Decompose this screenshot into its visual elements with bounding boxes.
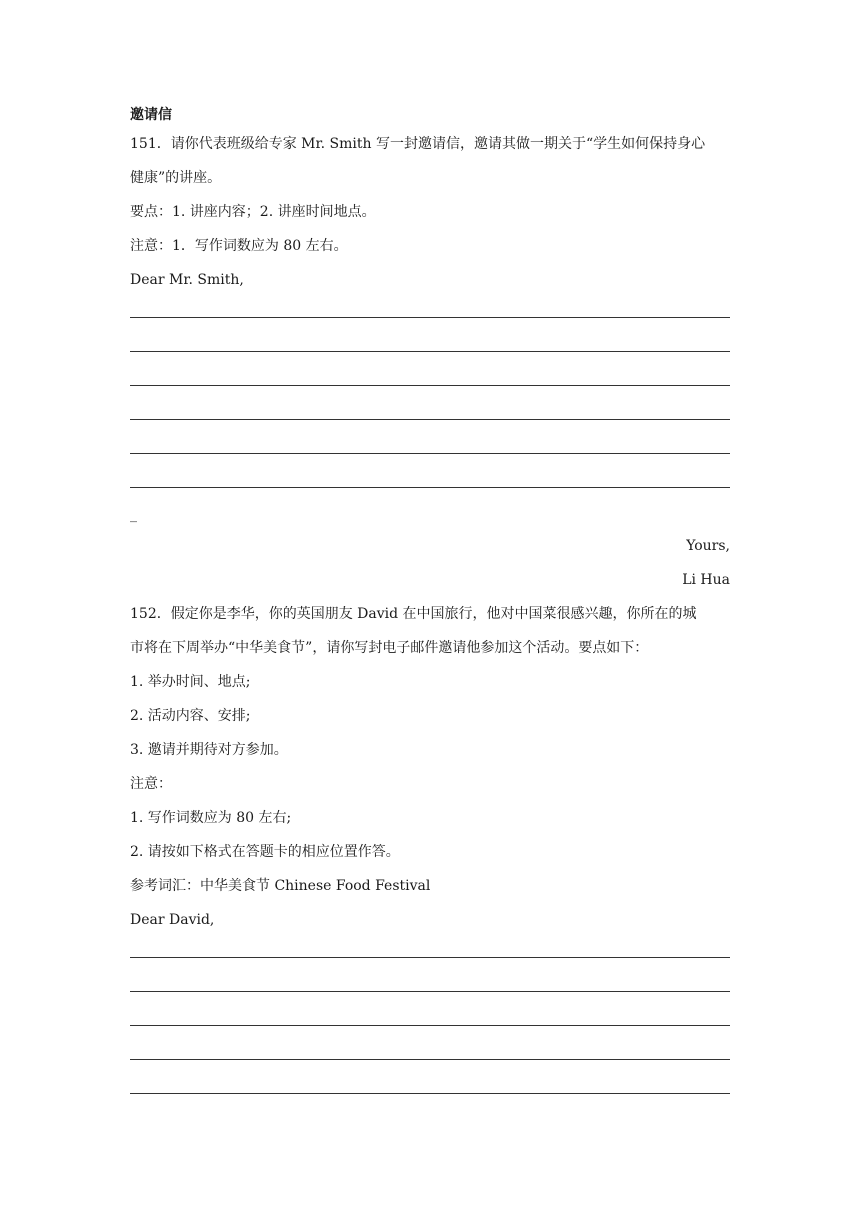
q152-point-2: 2. 活动内容、安排; [130,708,251,724]
q151-points: 要点：1. 讲座内容；2. 讲座时间地点。 [130,204,376,220]
q152-salutation: Dear David, [130,912,215,928]
q152-point-3: 3. 邀请并期待对方参加。 [130,742,288,758]
q151-answer-line[interactable] [130,297,730,331]
q152-point-1: 1. 举办时间、地点; [130,674,251,690]
q151-tail-mark: _ [130,507,137,523]
q152-vocab: 参考词汇：中华美食节 Chinese Food Festival [130,878,431,894]
q152-answer-line[interactable] [130,1039,730,1073]
q151-signature: Li Hua [682,572,730,588]
q152-answer-line[interactable] [130,1073,730,1107]
question-151 [130,127,730,597]
section-title: 邀请信 [130,107,172,123]
q151-answer-line[interactable] [130,365,730,399]
q151-note: 注意：1．写作词数应为 80 左右。 [130,238,348,254]
q152-note-1: 1. 写作词数应为 80 左右; [130,810,292,826]
q151-prompt-line-2: 健康”的讲座。 [130,170,222,186]
q152-answer-line[interactable] [130,971,730,1005]
q151-closing: Yours, [686,538,730,554]
q152-prompt-line-1: 152．假定你是李华，你的英国朋友 David 在中国旅行，他对中国菜很感兴趣，你所在的城 [130,606,697,622]
q152-prompt-line-2: 市将在下周举办“中华美食节”，请你写封电子邮件邀请他参加这个活动。要点如下： [130,640,649,656]
question-152 [130,597,730,1107]
worksheet-page [130,103,730,1107]
q152-note-2: 2. 请按如下格式在答题卡的相应位置作答。 [130,844,400,860]
q151-answer-line[interactable] [130,399,730,433]
q151-salutation: Dear Mr. Smith, [130,272,244,288]
q151-answer-line[interactable] [130,331,730,365]
q152-answer-line[interactable] [130,1005,730,1039]
q152-note-label: 注意： [130,776,172,792]
q151-answer-line[interactable] [130,467,730,501]
q151-prompt-line-1: 151．请你代表班级给专家 Mr. Smith 写一封邀请信，邀请其做一期关于“学生如何保持身心 [130,136,706,152]
q152-answer-line[interactable] [130,937,730,971]
q151-answer-line[interactable] [130,433,730,467]
